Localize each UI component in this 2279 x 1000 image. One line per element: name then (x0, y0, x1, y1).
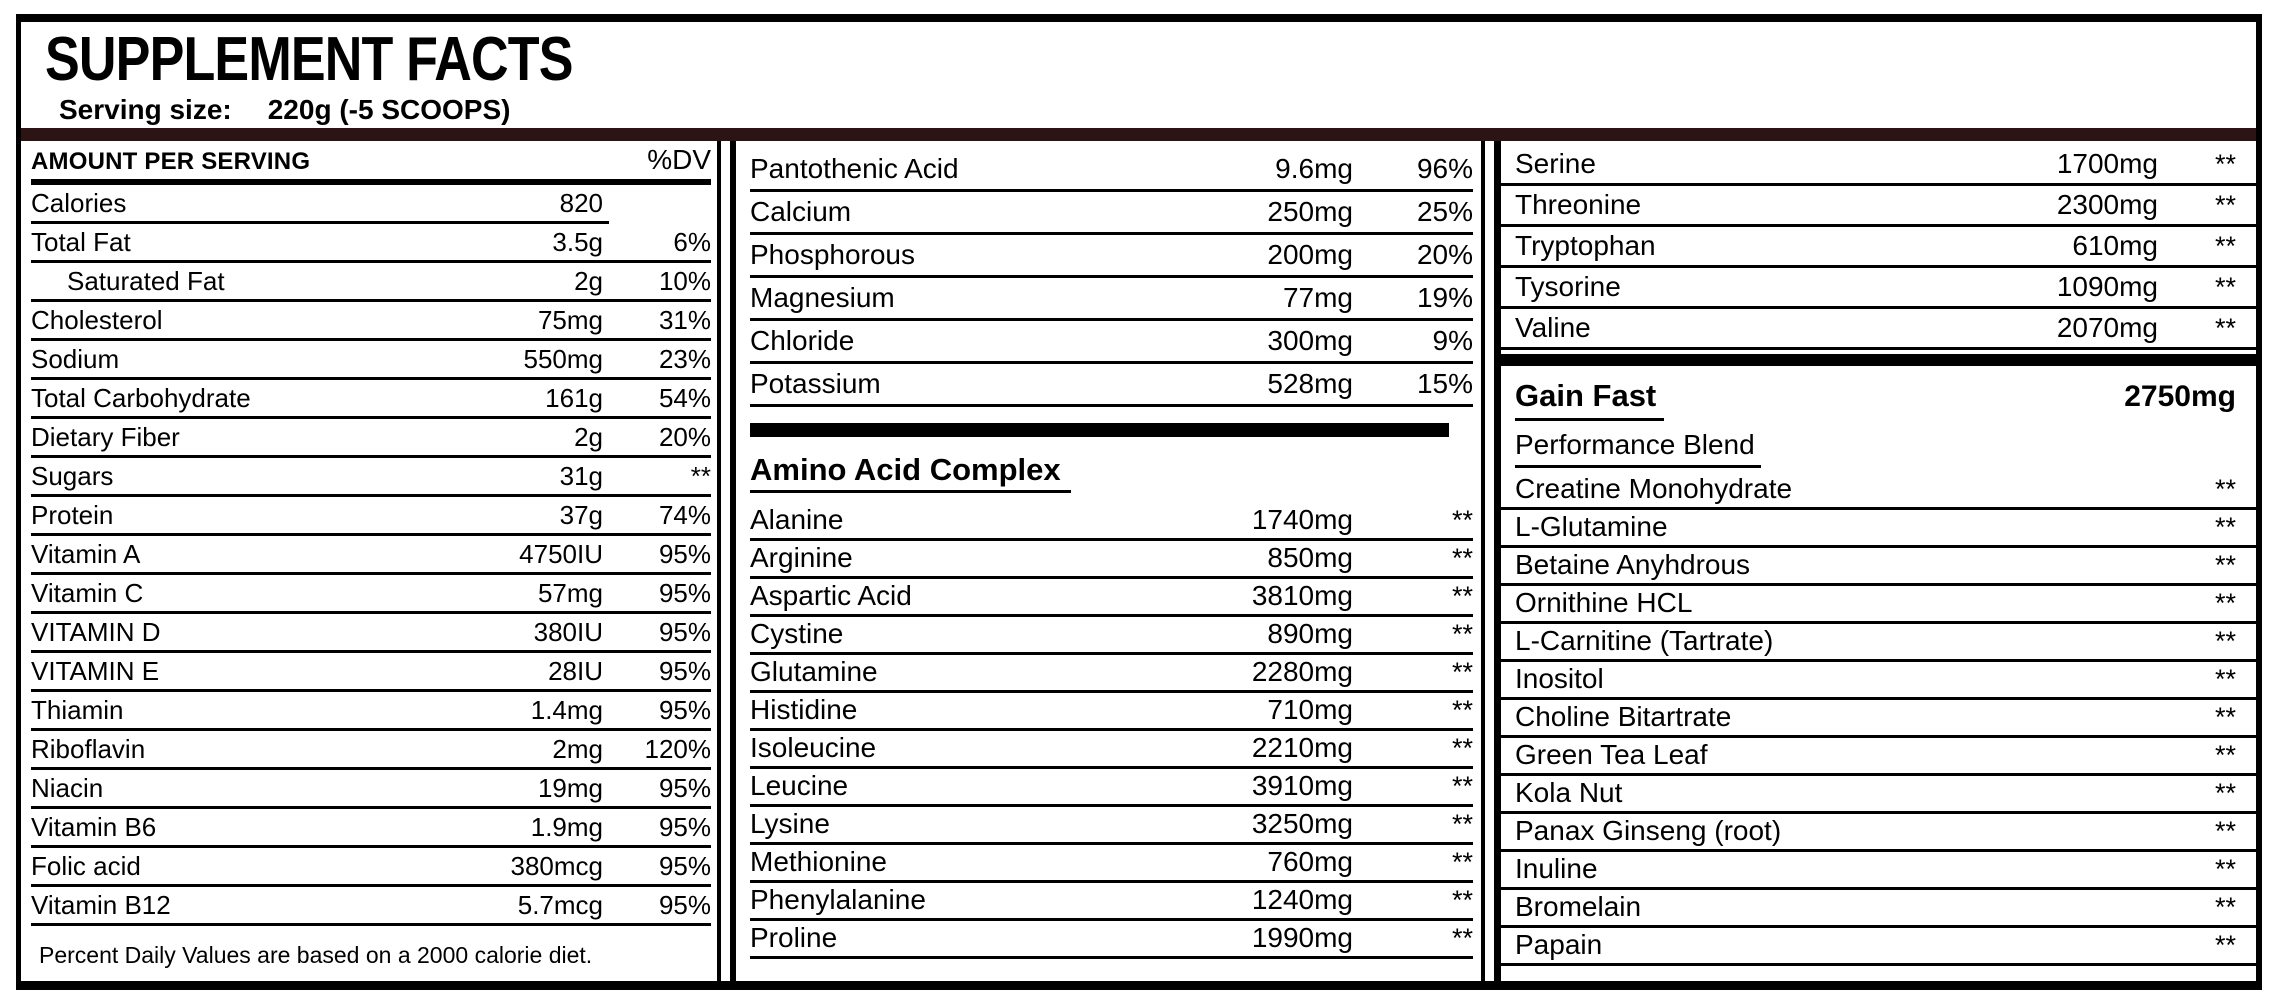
row-label: Choline Bitartrate (1515, 701, 1732, 732)
table-row (31, 185, 711, 224)
blend-title-text: Gain Fast (1515, 378, 1664, 421)
row-daily-value: ** (2214, 272, 2236, 302)
serving-size-line (45, 94, 2256, 126)
table-row (750, 579, 1473, 617)
row-daily-value: ** (1451, 885, 1473, 915)
table-row (750, 883, 1473, 921)
row-amount: 300mg (1267, 325, 1353, 356)
row-daily-value: ** (2214, 740, 2236, 770)
row-label: Sodium (31, 344, 120, 374)
row-label: Thiamin (31, 695, 124, 725)
row-daily-value: 95% (658, 539, 711, 569)
row-label: L-Glutamine (1515, 511, 1668, 542)
row-daily-value: 20% (1416, 239, 1473, 270)
row-label: Total Carbohydrate (31, 383, 251, 413)
table-row (1501, 186, 2256, 227)
row-daily-value: ** (1451, 543, 1473, 573)
serving-size-label: Serving size: (59, 94, 232, 125)
row-amount: 2070mg (2056, 312, 2158, 343)
row-amount: 610mg (2072, 230, 2158, 261)
amount-per-serving-header (31, 144, 711, 185)
table-row (31, 419, 711, 458)
row-amount: 28IU (548, 656, 603, 686)
row-daily-value: ** (1451, 505, 1473, 535)
table-row (1501, 738, 2256, 776)
row-label: Saturated Fat (67, 266, 225, 296)
table-row (31, 731, 711, 770)
table-row (31, 497, 711, 536)
table-row (1501, 586, 2256, 624)
row-amount: 380IU (533, 617, 603, 647)
row-daily-value: 95% (658, 812, 711, 842)
column-nutrition-facts (21, 141, 721, 981)
table-row (1501, 814, 2256, 852)
row-label: Glutamine (750, 656, 878, 687)
row-daily-value: 9% (1432, 325, 1473, 356)
row-label: Green Tea Leaf (1515, 739, 1708, 770)
row-daily-value: 95% (658, 578, 711, 608)
table-row (750, 503, 1473, 541)
table-row (1501, 662, 2256, 700)
row-amount: 1740mg (1251, 504, 1353, 535)
row-label: Betaine Anyhdrous (1515, 549, 1751, 580)
row-daily-value: ** (2214, 664, 2236, 694)
row-label: Protein (31, 500, 114, 530)
row-label: Vitamin B6 (31, 812, 157, 842)
table-row (1501, 852, 2256, 890)
row-label: Panax Ginseng (root) (1515, 815, 1782, 846)
row-daily-value: 95% (658, 890, 711, 920)
row-amount: 550mg (523, 344, 603, 374)
table-row (1501, 145, 2256, 186)
row-label: Calories (31, 188, 127, 218)
table-row (31, 653, 711, 692)
blend-subtitle-text: Performance Blend (1515, 428, 1761, 468)
row-daily-value: ** (1451, 733, 1473, 763)
row-daily-value: ** (1451, 657, 1473, 687)
row-daily-value: ** (1451, 847, 1473, 877)
table-row (1501, 928, 2256, 966)
row-label: Tryptophan (1515, 230, 1656, 261)
row-label: Inositol (1515, 663, 1604, 694)
row-label: Bromelain (1515, 891, 1642, 922)
row-label: Cholesterol (31, 305, 163, 335)
row-label: Arginine (750, 542, 853, 573)
row-daily-value: 95% (658, 773, 711, 803)
table-row (750, 731, 1473, 769)
row-daily-value: ** (1451, 695, 1473, 725)
row-daily-value: 25% (1416, 196, 1473, 227)
row-label: Niacin (31, 773, 104, 803)
row-label: Total Fat (31, 227, 131, 257)
table-row (750, 769, 1473, 807)
row-label: Kola Nut (1515, 777, 1623, 808)
table-row (1501, 890, 2256, 928)
row-daily-value: 96% (1416, 153, 1473, 184)
row-amount: 710mg (1267, 694, 1353, 725)
row-label: Folic acid (31, 851, 141, 881)
row-amount: 2300mg (2056, 189, 2158, 220)
row-amount: 2210mg (1251, 732, 1353, 763)
row-amount: 380mcg (510, 851, 603, 881)
row-daily-value: ** (1451, 809, 1473, 839)
row-amount: 1240mg (1251, 884, 1353, 915)
table-row (1501, 776, 2256, 814)
row-label: VITAMIN E (31, 656, 160, 686)
row-amount: 820 (559, 188, 603, 218)
blend-header-row (1501, 376, 2256, 428)
row-label: Potassium (750, 368, 881, 399)
row-daily-value: ** (2214, 930, 2236, 960)
row-daily-value: ** (2214, 550, 2236, 580)
row-label: Serine (1515, 148, 1596, 179)
table-row (31, 536, 711, 575)
row-daily-value: 74% (658, 500, 711, 530)
nutrition-rows (31, 185, 711, 926)
row-amount: 77mg (1282, 282, 1353, 313)
row-daily-value: 95% (658, 695, 711, 725)
section-title-text: Amino Acid Complex (750, 453, 1071, 493)
row-amount: 19mg (537, 773, 603, 803)
row-amount: 75mg (537, 305, 603, 335)
row-daily-value: ** (2214, 626, 2236, 656)
row-daily-value: 19% (1416, 282, 1473, 313)
row-daily-value: 54% (658, 383, 711, 413)
table-row (750, 364, 1473, 407)
row-daily-value: 95% (658, 656, 711, 686)
percent-dv-header: %DV (647, 144, 711, 175)
row-label: Riboflavin (31, 734, 146, 764)
row-label: Ornithine HCL (1515, 587, 1693, 618)
row-daily-value: ** (2214, 892, 2236, 922)
table-row (31, 341, 711, 380)
amount-per-serving-label: AMOUNT PER SERVING (31, 148, 311, 175)
row-label: Isoleucine (750, 732, 877, 763)
row-label: Inuline (1515, 853, 1598, 884)
row-label: Magnesium (750, 282, 895, 313)
table-row (750, 235, 1473, 278)
header-divider-bar (21, 128, 2256, 141)
row-daily-value: ** (2214, 474, 2236, 504)
table-row (31, 692, 711, 731)
row-amount: 5.7mcg (517, 890, 603, 920)
row-amount: 3.5g (552, 227, 603, 257)
table-row (750, 655, 1473, 693)
row-label: Histidine (750, 694, 858, 725)
blend-amount: 2750mg (2124, 380, 2236, 413)
table-row (31, 809, 711, 848)
blend-subtitle-row (1501, 428, 2256, 472)
row-label: Lysine (750, 808, 830, 839)
row-label: Papain (1515, 929, 1603, 960)
row-daily-value: ** (2214, 702, 2236, 732)
row-daily-value: 20% (658, 422, 711, 452)
amino-acid-complex-heading (750, 453, 1473, 493)
label-header (21, 22, 2256, 128)
row-label: Phenylalanine (750, 884, 926, 915)
table-row (31, 614, 711, 653)
row-amount: 1700mg (2056, 148, 2158, 179)
row-amount: 528mg (1267, 368, 1353, 399)
row-label: Phosphorous (750, 239, 916, 270)
column-aminos-blend (1494, 141, 2256, 981)
table-row (750, 693, 1473, 731)
blend-title (1515, 378, 1998, 421)
row-daily-value: ** (2214, 190, 2236, 220)
row-label: Aspartic Acid (750, 580, 912, 611)
row-label: Chloride (750, 325, 855, 356)
row-label: Methionine (750, 846, 887, 877)
table-row (750, 192, 1473, 235)
row-label: Valine (1515, 312, 1591, 343)
row-daily-value: ** (2214, 854, 2236, 884)
row-label: Sugars (31, 461, 114, 491)
table-row (1501, 624, 2256, 662)
table-row (750, 541, 1473, 579)
table-row (750, 617, 1473, 655)
row-label: Proline (750, 922, 838, 953)
supplement-facts-panel (16, 14, 2262, 990)
row-amount: 1090mg (2056, 271, 2158, 302)
table-row (31, 302, 711, 341)
row-amount: 4750IU (519, 539, 603, 569)
row-daily-value: 6% (673, 227, 711, 257)
row-label: Vitamin B12 (31, 890, 171, 920)
table-row (31, 224, 711, 263)
table-row (750, 921, 1473, 959)
row-label: Cystine (750, 618, 844, 649)
row-amount: 850mg (1267, 542, 1353, 573)
row-label: Vitamin C (31, 578, 144, 608)
section-divider-bar (1501, 354, 2256, 366)
table-row (31, 380, 711, 419)
table-row (750, 845, 1473, 883)
row-daily-value: 31% (658, 305, 711, 335)
row-amount: 2g (574, 422, 603, 452)
row-amount: 2g (574, 266, 603, 296)
row-amount: 760mg (1267, 846, 1353, 877)
table-row (31, 458, 711, 497)
table-row (31, 848, 711, 887)
table-row (750, 278, 1473, 321)
table-row (31, 887, 711, 926)
row-daily-value: ** (1451, 581, 1473, 611)
table-row (31, 770, 711, 809)
row-label: Calcium (750, 196, 852, 227)
row-daily-value: 95% (658, 851, 711, 881)
row-amount: 3250mg (1251, 808, 1353, 839)
row-daily-value: ** (1451, 771, 1473, 801)
row-daily-value: 120% (644, 734, 711, 764)
table-row (1501, 472, 2256, 510)
row-daily-value: ** (690, 461, 711, 491)
column-minerals-aminos (730, 141, 1485, 981)
columns-container (21, 141, 2256, 981)
page-title: SUPPLEMENT FACTS (45, 25, 573, 94)
row-daily-value: ** (2214, 231, 2236, 261)
table-row (1501, 309, 2256, 350)
row-label: Threonine (1515, 189, 1642, 220)
row-amount: 31g (559, 461, 603, 491)
row-label: Tysorine (1515, 271, 1621, 302)
row-label: Pantothenic Acid (750, 153, 959, 184)
blend-ingredient-rows (1501, 472, 2256, 966)
row-daily-value: ** (2214, 313, 2236, 343)
row-amount: 1.9mg (530, 812, 603, 842)
daily-values-footnote: Percent Daily Values are based on a 2000 calorie diet. (39, 942, 593, 968)
table-row (750, 149, 1473, 192)
row-amount: 161g (545, 383, 603, 413)
row-label: Dietary Fiber (31, 422, 180, 452)
row-daily-value: ** (2214, 512, 2236, 542)
row-label: Alanine (750, 504, 844, 535)
section-divider-bar (750, 423, 1449, 437)
row-daily-value: ** (2214, 588, 2236, 618)
row-daily-value: ** (1451, 619, 1473, 649)
row-amount: 37g (559, 500, 603, 530)
row-amount: 3910mg (1251, 770, 1353, 801)
row-daily-value: ** (2214, 778, 2236, 808)
row-amount: 1990mg (1251, 922, 1353, 953)
row-amount: 1.4mg (530, 695, 603, 725)
row-daily-value: 95% (658, 617, 711, 647)
table-row (1501, 268, 2256, 309)
row-daily-value: 10% (658, 266, 711, 296)
table-row (1501, 227, 2256, 268)
mineral-rows (750, 149, 1473, 407)
amino-acid-rows-continued (1501, 145, 2256, 350)
row-daily-value: 15% (1416, 368, 1473, 399)
row-label: Leucine (750, 770, 849, 801)
row-label: L-Carnitine (Tartrate) (1515, 625, 1774, 656)
table-row (750, 321, 1473, 364)
row-daily-value: 23% (658, 344, 711, 374)
row-label: Creatine Monohydrate (1515, 473, 1793, 504)
row-amount: 3810mg (1251, 580, 1353, 611)
row-daily-value: ** (1451, 923, 1473, 953)
table-row (31, 575, 711, 614)
row-amount: 2280mg (1251, 656, 1353, 687)
row-amount: 57mg (537, 578, 603, 608)
row-label: VITAMIN D (31, 617, 161, 647)
row-amount: 2mg (552, 734, 603, 764)
row-amount: 890mg (1267, 618, 1353, 649)
serving-size-value: 220g (-5 SCOOPS) (267, 94, 511, 125)
table-row (750, 807, 1473, 845)
row-label: Vitamin A (31, 539, 141, 569)
row-amount: 9.6mg (1275, 153, 1353, 184)
table-row (31, 263, 711, 302)
amino-acid-rows (750, 503, 1473, 959)
table-row (1501, 548, 2256, 586)
row-daily-value: ** (2214, 816, 2236, 846)
row-amount: 250mg (1267, 196, 1353, 227)
row-daily-value: ** (2214, 149, 2236, 179)
table-row (1501, 700, 2256, 738)
table-row (1501, 510, 2256, 548)
row-amount: 200mg (1267, 239, 1353, 270)
